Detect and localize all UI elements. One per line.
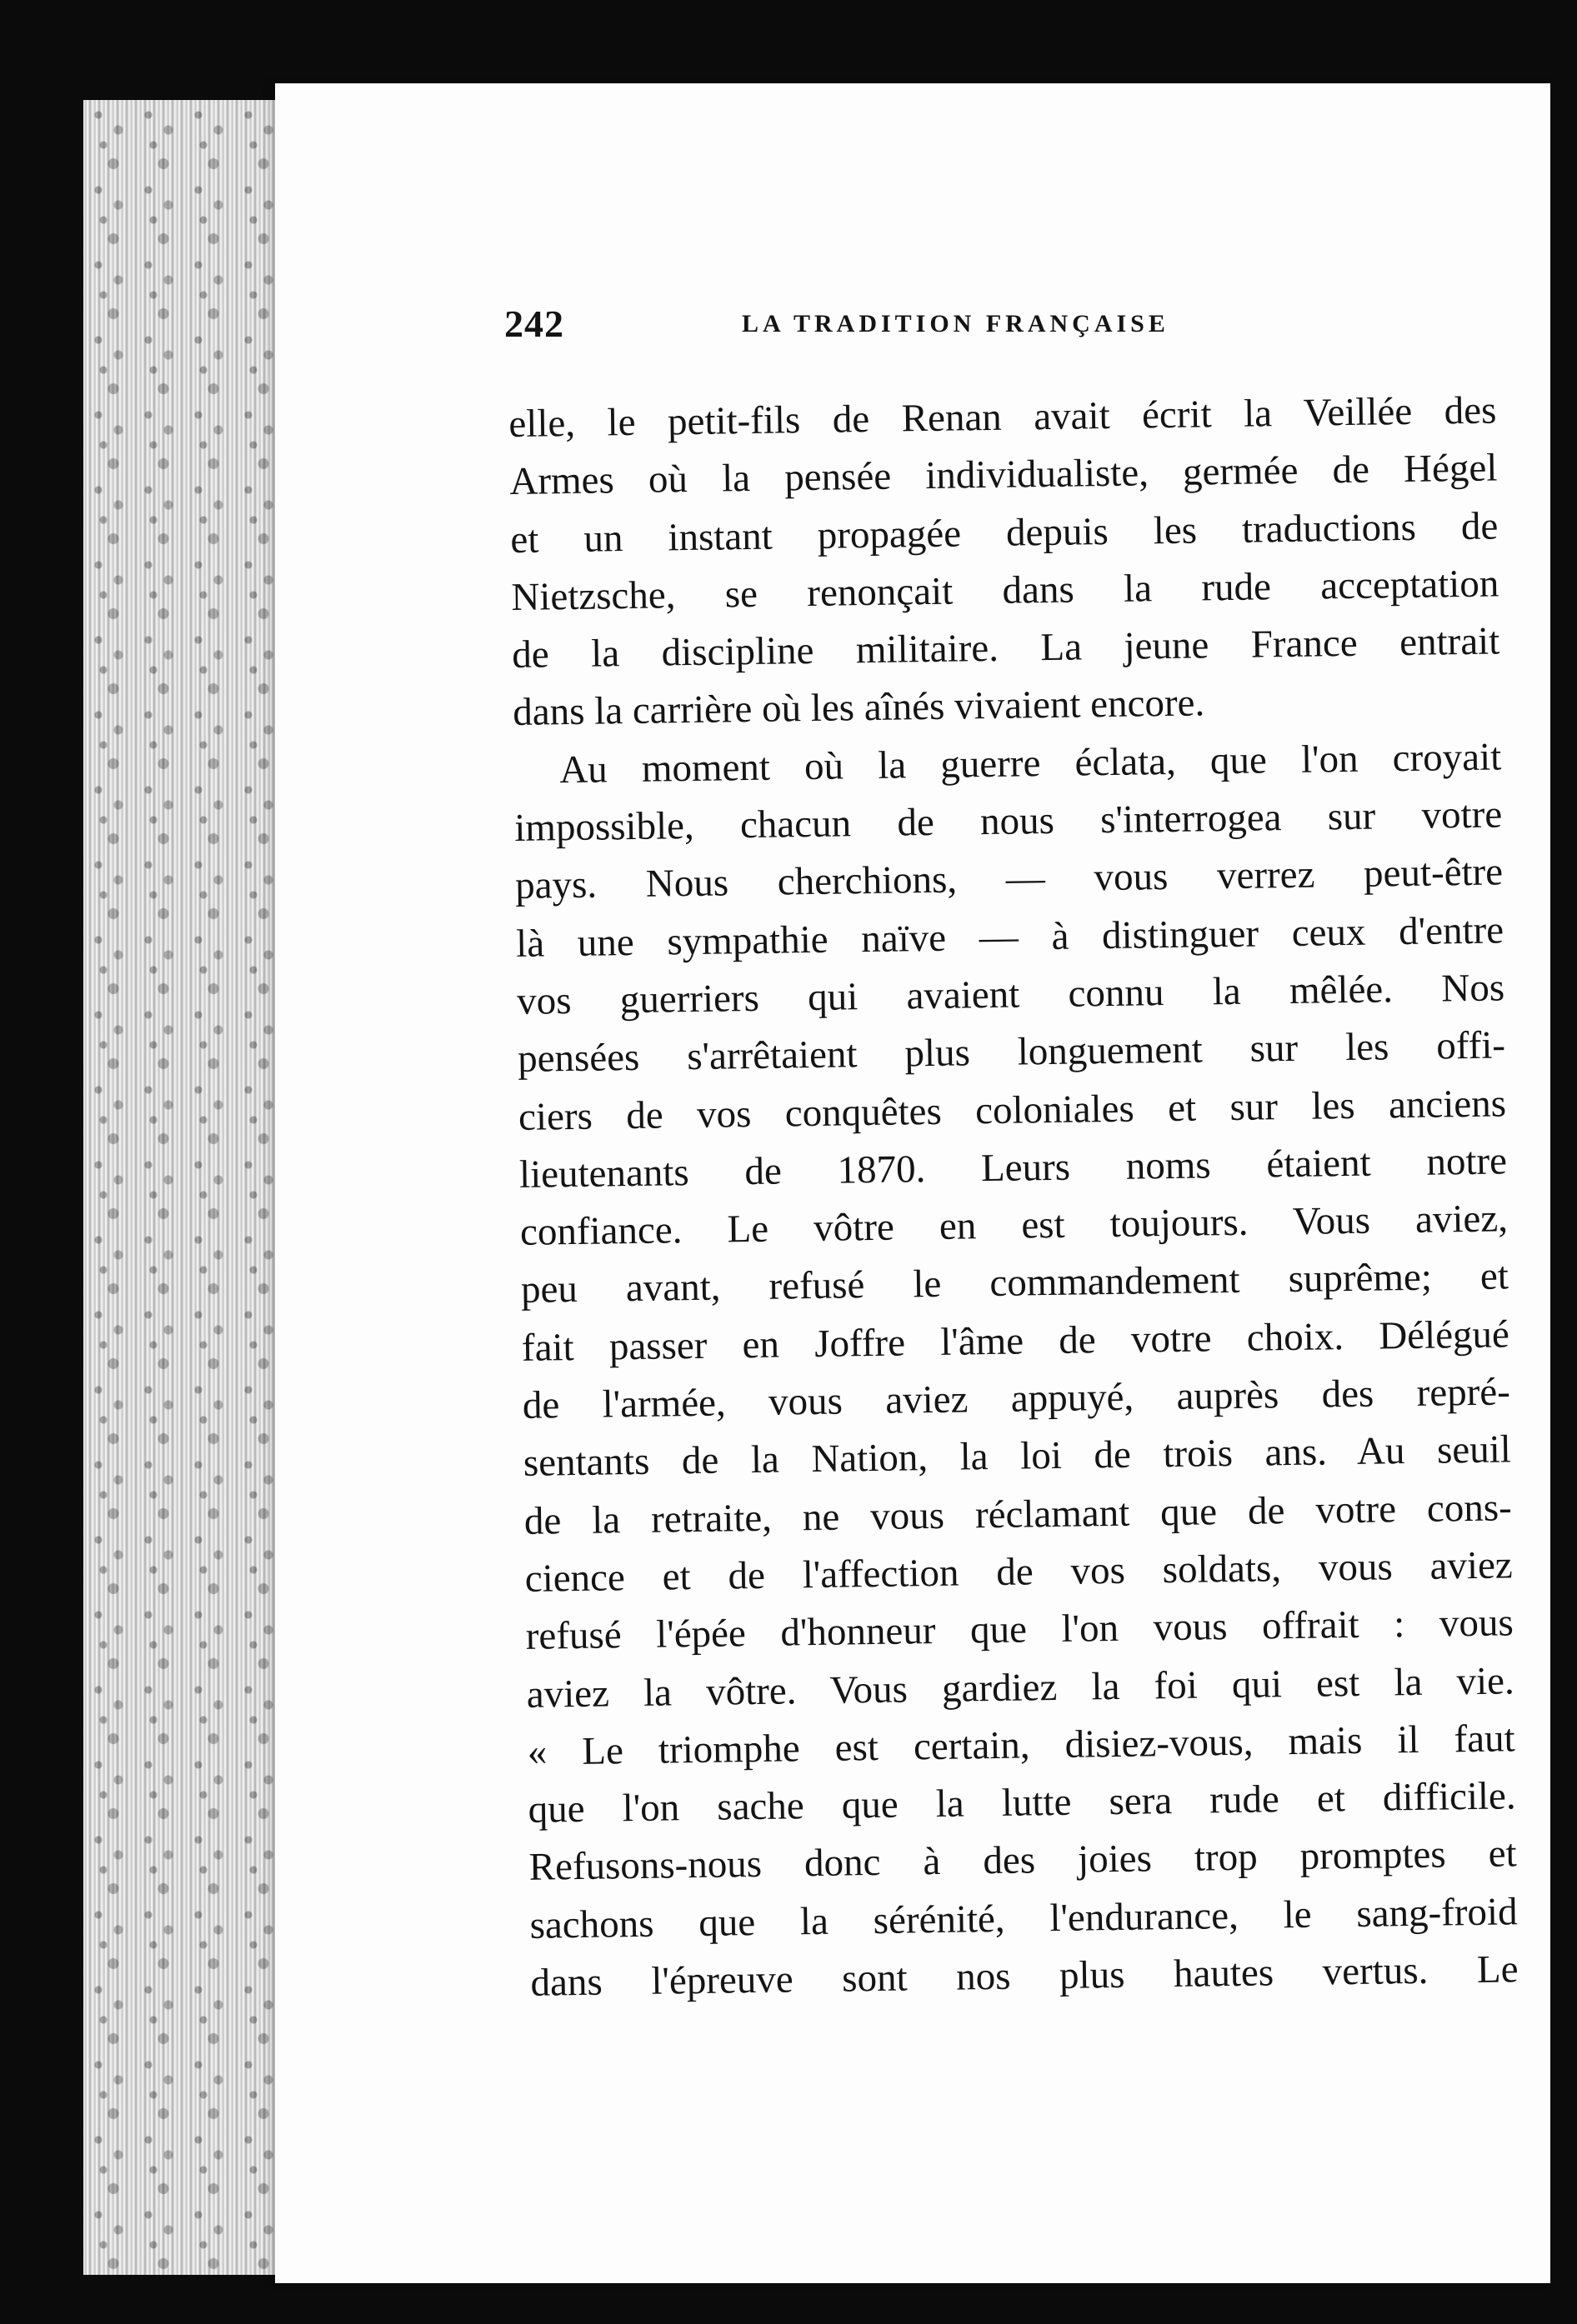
text-line: que l'on sache que la lutte sera rude et difficile. xyxy=(528,1774,1516,1832)
text-line: là une sympathie naïve — à distinguer ceux d'entre xyxy=(515,908,1504,966)
text-line: de la retraite, ne vous réclamant que de votre cons- xyxy=(523,1485,1513,1543)
text-line: « Le triomphe est certain, disiez-vous, mais il faut xyxy=(527,1717,1515,1774)
text-line: Armes où la pensée individualiste, germée de Hégel xyxy=(509,446,1498,504)
text-line: pays. Nous cherchions, — vous verrez peut-être xyxy=(514,850,1504,908)
text-line: vos guerriers qui avaient connu la mêlée. Nos xyxy=(516,966,1505,1023)
text-line: de l'armée, vous aviez appuyé, auprès des repré- xyxy=(522,1370,1511,1427)
body-text xyxy=(508,382,1519,2012)
page-header xyxy=(504,302,1546,368)
text-line: sentants de la Nation, la loi de trois ans. Au seuil xyxy=(523,1427,1512,1486)
running-head: LA TRADITION FRANÇAISE xyxy=(742,310,1169,337)
text-line: Nietzsche, se renonçait dans la rude acceptation xyxy=(511,562,1499,619)
text-line: et un instant propagée depuis les traductions de xyxy=(510,504,1499,562)
text-line: de la discipline militaire. La jeune France entrait xyxy=(511,619,1500,677)
text-line: fait passer en Joffre l'âme de votre choix. Délégué xyxy=(521,1312,1510,1370)
text-line: lieutenants de 1870. Leurs noms étaient notre xyxy=(518,1139,1508,1197)
text-line: Refusons-nous donc à des joies trop promptes et xyxy=(528,1832,1517,1890)
text-line: elle, le petit-fils de Renan avait écrit la Veillée des xyxy=(508,388,1497,446)
text-line: cience et de l'affection de vos soldats, vous aviez xyxy=(524,1543,1514,1601)
text-line: aviez la vôtre. Vous gardiez la foi qui est la vie. xyxy=(526,1658,1515,1717)
text-line: sachons que la sérénité, l'endurance, le sang-froid xyxy=(529,1889,1518,1947)
page-number: 242 xyxy=(504,302,564,345)
text-line: ciers de vos conquêtes coloniales et sur les anciens xyxy=(518,1081,1507,1139)
text-line: impossible, chacun de nous s'interrogea sur votre xyxy=(513,792,1503,851)
text-line: confiance. Le vôtre en est toujours. Vous aviez, xyxy=(519,1197,1509,1255)
text-line: dans la carrière où les aînés vivaient encore. xyxy=(512,681,1205,735)
text-line: dans l'épreuve sont nos plus hautes vertus. Le xyxy=(530,1947,1519,2005)
text-line: pensées s'arrêtaient plus longuement sur les offi- xyxy=(517,1023,1506,1082)
text-line: peu avant, refusé le commandement suprême; et xyxy=(520,1254,1509,1312)
scan-border-right xyxy=(1550,75,1577,2324)
text-line: refusé l'épée d'honneur que l'on vous offrait : vous xyxy=(525,1601,1514,1659)
page-sheet xyxy=(275,83,1550,2283)
text-line: Au moment où la guerre éclata, que l'on croyait xyxy=(558,735,1502,792)
